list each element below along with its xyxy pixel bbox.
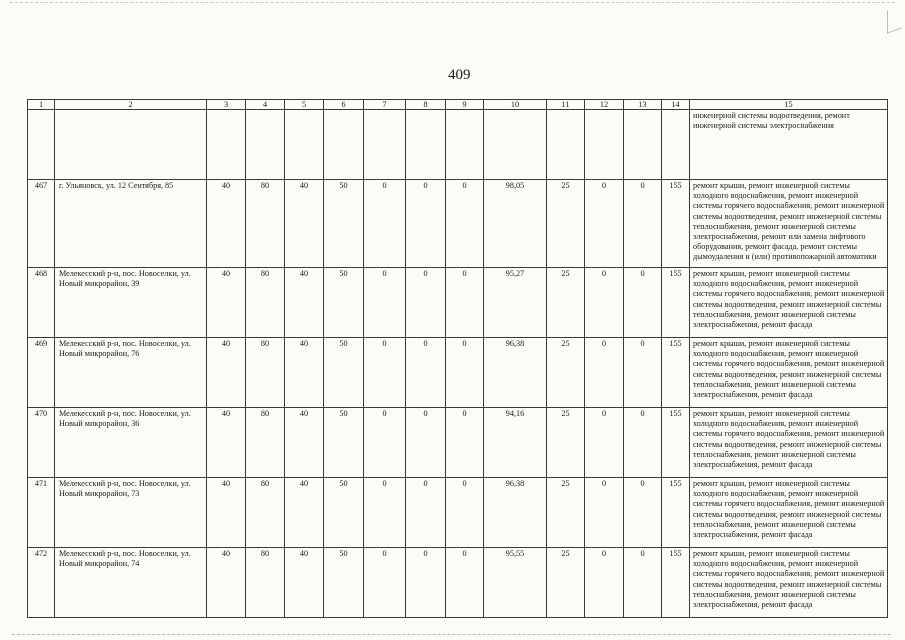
value-cell: 0	[585, 338, 624, 408]
value-cell: 40	[207, 268, 246, 338]
table-cell	[624, 110, 662, 180]
value-cell: 95,27	[484, 268, 547, 338]
table-cell	[207, 110, 246, 180]
carry-over-row	[28, 110, 888, 180]
repair-program-table	[27, 99, 888, 618]
works-cell: ремонт крыши, ремонт инженерной системы холодного водоснабжения, ремонт инженерной системы горячего водоснабжения, ремонт инженерной системы водоотведения, ремонт инженерной системы теплоснабжения, ремонт инженерной системы электроснабжения, ремонт фасада	[690, 548, 888, 618]
total-cell: 155	[662, 548, 690, 618]
value-cell: 50	[324, 180, 364, 268]
works-cell: ремонт крыши, ремонт инженерной системы холодного водоснабжения, ремонт инженерной системы горячего водоснабжения, ремонт инженерной системы водоотведения, ремонт инженерной системы теплоснабжения, ремонт инженерной системы электроснабжения, ремонт фасада	[690, 478, 888, 548]
value-cell: 80	[246, 408, 285, 478]
value-cell: 0	[406, 408, 446, 478]
row-number: 472	[28, 548, 55, 618]
value-cell: 80	[246, 548, 285, 618]
col-header: 4	[246, 100, 285, 110]
value-cell: 0	[364, 268, 406, 338]
value-cell: 80	[246, 338, 285, 408]
row-number: 468	[28, 268, 55, 338]
col-header: 14	[662, 100, 690, 110]
value-cell: 40	[285, 408, 324, 478]
table-row	[28, 268, 888, 338]
value-cell: 40	[207, 548, 246, 618]
page-number: 409	[448, 67, 471, 83]
address-cell: Мелекесский р-н, пос. Новоселки, ул. Новый микрорайон, 73	[55, 478, 207, 548]
value-cell: 25	[547, 408, 585, 478]
total-cell: 155	[662, 408, 690, 478]
value-cell: 0	[585, 478, 624, 548]
value-cell: 80	[246, 180, 285, 268]
value-cell: 0	[364, 478, 406, 548]
value-cell: 40	[285, 180, 324, 268]
scan-corner-mark	[887, 5, 902, 33]
scan-edge-bottom	[12, 634, 891, 636]
table-cell	[547, 110, 585, 180]
works-cell: инженерной системы водоотведения, ремонт инженерной системы электроснабжения	[690, 110, 888, 180]
value-cell: 95,55	[484, 548, 547, 618]
table-cell	[285, 110, 324, 180]
row-number: 467	[28, 180, 55, 268]
col-header: 9	[446, 100, 484, 110]
address-cell: Мелекесский р-н, пос. Новоселки, ул. Новый микрорайон, 36	[55, 408, 207, 478]
value-cell: 0	[406, 478, 446, 548]
value-cell: 0	[624, 180, 662, 268]
row-number: 470	[28, 408, 55, 478]
col-header: 13	[624, 100, 662, 110]
value-cell: 0	[446, 478, 484, 548]
value-cell: 50	[324, 268, 364, 338]
value-cell: 0	[624, 548, 662, 618]
works-cell: ремонт крыши, ремонт инженерной системы холодного водоснабжения, ремонт инженерной системы горячего водоснабжения, ремонт инженерной системы водоотведения, ремонт инженерной системы теплоснабжения, ремонт инженерной системы электроснабжения, ремонт фасада	[690, 268, 888, 338]
value-cell: 50	[324, 408, 364, 478]
value-cell: 25	[547, 478, 585, 548]
value-cell: 0	[624, 478, 662, 548]
works-cell: ремонт крыши, ремонт инженерной системы холодного водоснабжения, ремонт инженерной системы горячего водоснабжения, ремонт инженерной системы водоотведения, ремонт инженерной системы теплоснабжения, ремонт инженерной системы электроснабжения, ремонт фасада	[690, 408, 888, 478]
address-cell: Мелекесский р-н, пос. Новоселки, ул. Новый микрорайон, 39	[55, 268, 207, 338]
value-cell: 40	[207, 478, 246, 548]
table-row	[28, 180, 888, 268]
value-cell: 0	[446, 548, 484, 618]
value-cell: 0	[364, 180, 406, 268]
value-cell: 96,38	[484, 478, 547, 548]
value-cell: 0	[585, 268, 624, 338]
value-cell: 0	[364, 338, 406, 408]
value-cell: 50	[324, 478, 364, 548]
value-cell: 40	[207, 180, 246, 268]
scan-edge-top	[10, 2, 895, 4]
address-cell: Мелекесский р-н, пос. Новоселки, ул. Новый микрорайон, 76	[55, 338, 207, 408]
value-cell: 94,16	[484, 408, 547, 478]
table-cell	[28, 110, 55, 180]
col-header: 3	[207, 100, 246, 110]
value-cell: 0	[585, 408, 624, 478]
value-cell: 0	[406, 548, 446, 618]
value-cell: 0	[446, 180, 484, 268]
value-cell: 96,38	[484, 338, 547, 408]
value-cell: 40	[285, 268, 324, 338]
value-cell: 25	[547, 180, 585, 268]
table-cell	[446, 110, 484, 180]
value-cell: 40	[207, 338, 246, 408]
table-cell	[662, 110, 690, 180]
total-cell: 155	[662, 338, 690, 408]
table-cell	[484, 110, 547, 180]
total-cell: 155	[662, 268, 690, 338]
table-row	[28, 408, 888, 478]
value-cell: 40	[285, 548, 324, 618]
address-cell: г. Ульяновск, ул. 12 Сентября, 85	[55, 180, 207, 268]
works-cell: ремонт крыши, ремонт инженерной системы холодного водоснабжения, ремонт инженерной системы горячего водоснабжения, ремонт инженерной системы водоотведения, ремонт инженерной системы теплоснабжения, ремонт инженерной системы электроснабжения, ремонт фасада	[690, 338, 888, 408]
total-cell: 155	[662, 478, 690, 548]
value-cell: 0	[364, 548, 406, 618]
total-cell: 155	[662, 180, 690, 268]
value-cell: 0	[406, 338, 446, 408]
col-header: 6	[324, 100, 364, 110]
col-header: 2	[55, 100, 207, 110]
value-cell: 0	[624, 408, 662, 478]
value-cell: 0	[446, 408, 484, 478]
value-cell: 98,05	[484, 180, 547, 268]
header-row	[28, 100, 888, 110]
address-cell: Мелекесский р-н, пос. Новоселки, ул. Новый микрорайон, 74	[55, 548, 207, 618]
col-header: 12	[585, 100, 624, 110]
value-cell: 40	[207, 408, 246, 478]
table-row	[28, 478, 888, 548]
value-cell: 25	[547, 338, 585, 408]
value-cell: 80	[246, 478, 285, 548]
col-header: 7	[364, 100, 406, 110]
value-cell: 0	[446, 268, 484, 338]
value-cell: 25	[547, 548, 585, 618]
value-cell: 0	[364, 408, 406, 478]
value-cell: 40	[285, 338, 324, 408]
table-row	[28, 338, 888, 408]
table-cell	[585, 110, 624, 180]
works-cell: ремонт крыши, ремонт инженерной системы холодного водоснабжения, ремонт инженерной системы горячего водоснабжения, ремонт инженерной системы водоотведения, ремонт инженерной системы теплоснабжения, ремонт инженерной системы электроснабжения, ремонт или замена лифтового оборудования, ремонт фасада, ремонт системы дымоудаления и (или) противопожарной автоматики	[690, 180, 888, 268]
col-header: 8	[406, 100, 446, 110]
value-cell: 0	[446, 338, 484, 408]
table-row	[28, 548, 888, 618]
value-cell: 0	[624, 268, 662, 338]
value-cell: 0	[585, 548, 624, 618]
value-cell: 80	[246, 268, 285, 338]
col-header: 11	[547, 100, 585, 110]
value-cell: 0	[624, 338, 662, 408]
row-number: 471	[28, 478, 55, 548]
col-header: 15	[690, 100, 888, 110]
row-number: 469	[28, 338, 55, 408]
table-cell	[364, 110, 406, 180]
value-cell: 25	[547, 268, 585, 338]
table-cell	[406, 110, 446, 180]
value-cell: 0	[585, 180, 624, 268]
value-cell: 50	[324, 548, 364, 618]
table-cell	[246, 110, 285, 180]
col-header: 5	[285, 100, 324, 110]
value-cell: 0	[406, 180, 446, 268]
value-cell: 0	[406, 268, 446, 338]
table-cell	[55, 110, 207, 180]
value-cell: 40	[285, 478, 324, 548]
table-cell	[324, 110, 364, 180]
value-cell: 50	[324, 338, 364, 408]
col-header: 10	[484, 100, 547, 110]
col-header: 1	[28, 100, 55, 110]
